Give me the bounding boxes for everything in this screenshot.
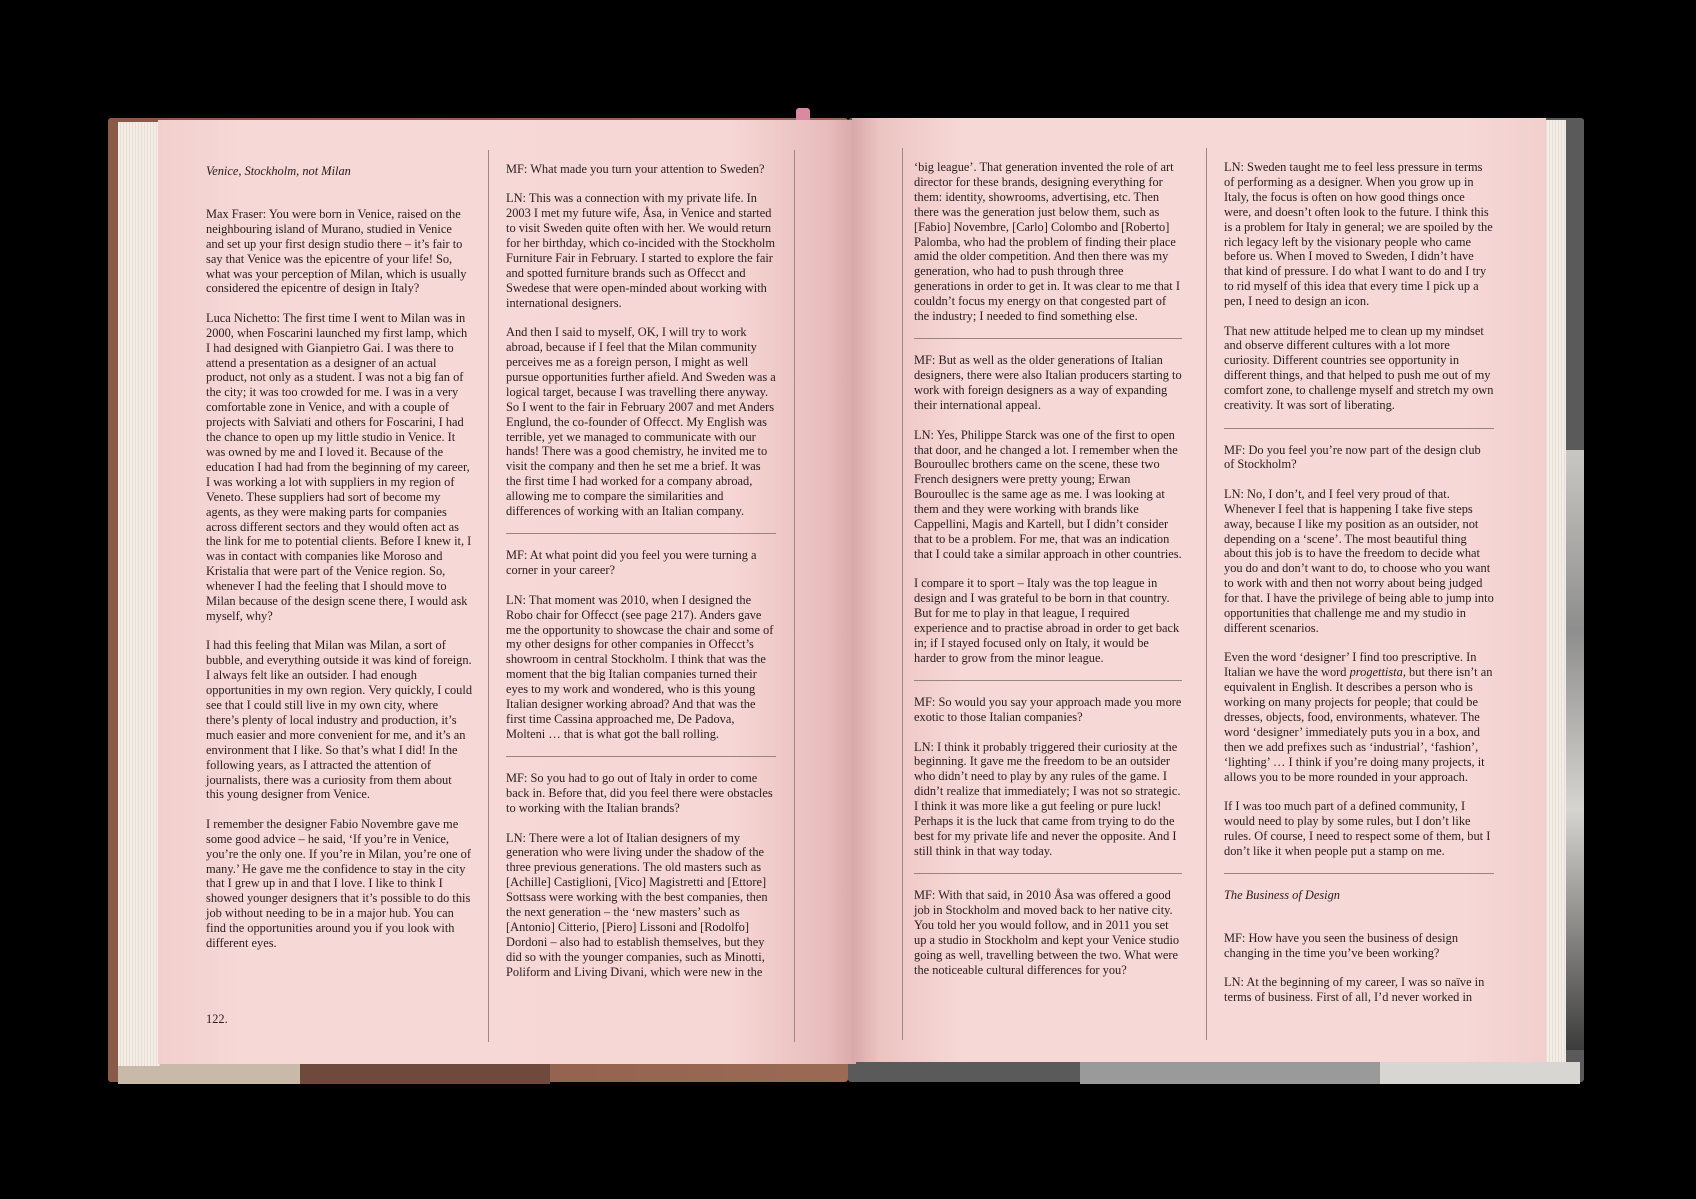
paragraph: LN: There were a lot of Italian designers of my generation who were living under the shadow of the three previous generations. The old masters such as [Achille] Castiglioni, [Vico] Magistretti and [Ettore] Sottsass were working with the best companies, then the next generation – the ‘new masters’ such as [Antonio] Citterio, [Piero] Lissoni and [Rodolfo] Dordoni – also had to establish themselves, but they did so with the younger companies, such as Minotti, Poliform and Living Divani, which were new in the [506,830,768,979]
paragraph: MF: At what point did you feel you were turning a corner in your career? [506,548,757,578]
paragraph: MF: But as well as the older generations of Italian designers, there were also Italian producers starting to work with foreign designers as a way of expanding their international appeal. [914,353,1182,413]
section-divider [506,533,776,534]
paragraph: ‘big league’. That generation invented the role of art director for these brands, designing everything for them: identity, showrooms, advertising, etc. Then there was the generation just below them, such as [Fabio] Novembre, [Carlo] Colombo and [Roberto] Palomba, who had the problem of finding their place amid the older competition. And then there was my generation, who had to push through three generations in order to get in. It was clear to me that I couldn’t focus my energy on that congested part of the industry; I needed to find something else. [914,160,1180,324]
paragraph: MF: What made you turn your attention to Sweden? [506,162,765,176]
left-page-column-2 [506,162,776,994]
paragraph: That new attitude helped me to clean up my mindset and observe different cultures with a lot more curiosity. Different countries see opportunity in different things, and that helped to push me out of my comfort zone, to challenge myself and stretch my own creativity. It was sort of liberating. [1224,323,1494,413]
column-divider [902,148,903,1040]
paragraph: LN: Yes, Philippe Starck was one of the first to open that door, and he changed a lot. I remember when the Bouroullec brothers came on the scene, these two French designers were pretty young; Erwan Bouroullec is the same age as me. I was looking at them and they were working with brands like Cappellini, Magis and Kartell, but I didn’t consider that to be a problem. For me, that was an indication that I could take a similar approach in other countries. [914,427,1182,561]
page-edge-left [118,122,160,1066]
section-divider [914,338,1182,339]
paragraph: I remember the designer Fabio Novembre gave me some good advice – he said, ‘If you’re in Venice, you’re the only one. If you’re in Milan, you’re one of many.’ He gave me the confidence to stay in the city that I grew up in and that I love. I like to think I showed younger designers that it’s possible to do this job without needing to be in a major hub. You can find the opportunities around you if you look with different eyes. [206,816,471,951]
right-page-column-2 [1224,160,1494,1020]
paragraph: MF: Do you feel you’re now part of the design club of Stockholm? [1224,442,1481,472]
paragraph [1224,650,1494,784]
section-divider [1224,873,1494,874]
right-page [852,118,1546,1062]
right-page-column-1 [914,160,1182,992]
cover-block-right-bottom [1080,1062,1380,1084]
cover-block-right-bottom-2 [1380,1062,1580,1084]
paragraph: Max Fraser: You were born in Venice, raised on the neighbouring island of Murano, studied in Venice and set up your first design studio there – it’s fair to say that Venice was the epicentre of your life! So, what was your perception of Milan, which is usually considered the epicentre of design in Italy? [206,206,467,296]
italic-term: progettista [1349,665,1403,680]
paragraph: LN: No, I don’t, and I feel very proud of that. Whenever I feel that is happening I take five steps away, because I like my position as an outsider, not depending on a ‘scene’. The most beautiful thing about this job is to have the freedom to decide what you do and don’t want to do, to choose who you want to work with and then not worry about being judged for that. I have the privilege of being able to jump into opportunities that challenge me and my studio in different scenarios. [1224,486,1494,635]
left-page [158,120,856,1064]
paragraph-text: Even the word ‘designer’ I find too prescriptive. In Italian we have the word [1224,650,1477,680]
cover-block-left-bottom-2 [300,1062,550,1084]
paragraph: LN: I think it probably triggered their curiosity at the beginning. It gave me the freedom to be an outsider who didn’t need to play by any rules of the game. I didn’t realize that immediately; I was not so strategic. I think it was more like a gut feeling or pure luck! Perhaps it is the luck that came from trying to do the best for my private life and never the opposite. And I still think in that way today. [914,739,1181,858]
paragraph: Luca Nichetto: The first time I went to Milan was in 2000, when Foscarini launched my first lamp, which I had designed with Gianpietro Gai. I was there to attend a presentation as a designer of an actual product, not only as a student. I was not a big fan of the city; it was too crowded for me. I was in a very comfortable zone in Venice, and with a couple of projects with Salviati and others for Foscarini, I had the chance to open up my little studio in Venice. It was owned by me and I loved it. Because of the education I had had from the beginning of my career, I was working a lot with suppliers in my region of Veneto. These suppliers had sort of become my agents, as they were making parts for companies across different sectors and they would often act as the link for me to potential clients. Before I knew it, I was in contact with companies like Moroso and Kristalia that were part of the Venice region. So, whenever I had the feeling that I should move to Milan because of the design scene there, I would ask myself, why? [206,310,472,623]
column-divider [794,150,795,1042]
column-divider [488,150,489,1042]
section-divider [1224,428,1494,429]
paragraph: I compare it to sport – Italy was the top league in design and I was grateful to be born in that country. But for me to play in that league, I required experience and to practise abroad in order to get back in; if I stayed focused only on Italy, it would be harder to grow from the minor league. [914,576,1180,665]
paragraph: I had this feeling that Milan was Milan, a sort of bubble, and everything outside it was kind of foreign. I always felt like an outsider. I had enough opportunities in my own region. Very quickly, I could see that I could still live in my own city, where there’s plenty of local industry and production, it’s much easier and more convenient for me, and it’s an environment that I like. So that’s what I did! In the following years, as I attracted the attention of journalists, there was a curiosity from them about this young designer from Venice. [206,638,473,802]
paragraph: MF: With that said, in 2010 Åsa was offered a good job in Stockholm and moved back to her native city. You told her you would follow, and in 2011 you set up a studio in Stockholm and kept your Venice studio going as well, travelling between the two. What were the noticeable cultural differences for you? [914,888,1180,977]
paragraph: LN: This was a connection with my private life. In 2003 I met my future wife, Åsa, in Venice and started to visit Sweden quite often with her. We would return for her birthday, which co-incided with the Stockholm Furniture Fair in February. I started to explore the fair and spotted furniture brands such as Offecct and Swedese that were open-minded about working with international designers. [506,191,775,310]
section-divider [914,680,1182,681]
paragraph: LN: At the beginning of my career, I was so naïve in terms of business. First of all, I’d never worked in [1224,975,1485,1005]
paragraph: MF: So would you say your approach made you more exotic to those Italian companies? [914,695,1182,725]
column-divider [1206,148,1207,1040]
section-heading: The Business of Design [1224,888,1340,903]
paragraph: And then I said to myself, OK, I will try to work abroad, because if I feel that the Milan community perceives me as a foreign person, I might as well pursue opportunities further afield. And Sweden was a logical target, because I was travelling there anyway. So I went to the fair in February 2007 and met Anders Englund, the co-founder of Offecct. My English was terrible, yet we managed to communicate with our hands! There was a good chemistry, he invited me to visit the company and then he set me a brief. It was the first time I had worked for a company abroad, allowing me to compare the similarities and differences of working with an Italian company. [506,325,776,519]
paragraph: MF: So you had to go out of Italy in order to come back in. Before that, did you feel there were obstacles to working with the Italian brands? [506,771,773,816]
paragraph: MF: How have you seen the business of design changing in the time you’ve been working? [1224,931,1459,960]
page-edge-right [1544,120,1566,1062]
paragraph: If I was too much part of a defined community, I would need to play by some rules, but I don’t like rules. Of course, I need to respect some of them, but I don’t like it when people put a stamp on me. [1224,799,1491,858]
paragraph: LN: That moment was 2010, when I designed the Robo chair for Offecct (see page 217). Anders gave me the opportunity to showcase the chair and some of my other designs for other companies in Offecct’s showroom in central Stockholm. I think that was the moment that the big Italian companies turned their eyes to my work and wondered, who is this young Italian designer working abroad? And that was the first time Cassina approached me, De Padova, Molteni … that is what got the ball rolling. [506,592,774,741]
section-divider [506,756,776,757]
paragraph-text: , but there isn’t an equivalent in English. It describes a person who is working on many projects for people; that could be dresses, objects, food, environments, whatever. The word ‘designer’ immediately puts you in a box, and then we add prefixes such as ‘industrial’, ‘fashion’, ‘lighting’ … I think if you’re doing many projects, it allows you to be more rounded in your approach. [1224,665,1493,784]
section-divider [914,873,1182,874]
page-number: 122. [206,1012,228,1026]
section-heading: Venice, Stockholm, not Milan [206,164,351,178]
left-page-column-1 [206,164,472,966]
paragraph: LN: Sweden taught me to feel less pressure in terms of performing as a designer. When you grow up in Italy, the focus is often on how good things once were, and doesn’t often look to the future. I think this is a problem for Italy in general; we are spoiled by the rich legacy left by the visionary people who came before us. When I moved to Sweden, I didn’t have that kind of pressure. I do what I want to do and I try to rid myself of this idea that every time I pick up a pen, I need to design an icon. [1224,160,1493,309]
